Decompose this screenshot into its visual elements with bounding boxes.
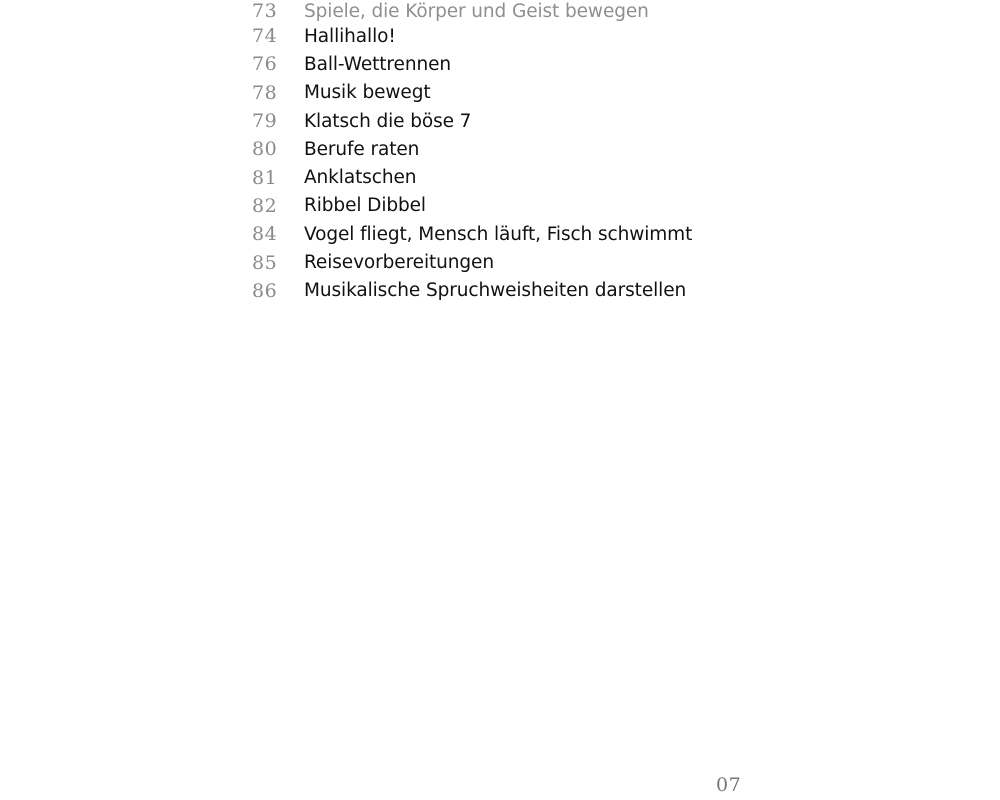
- toc-entry: [252, 163, 772, 191]
- toc-page-number: 80: [252, 138, 278, 161]
- toc-page-number: 74: [252, 25, 278, 48]
- toc-entry: [252, 50, 772, 78]
- toc-section-heading: [252, 0, 772, 22]
- toc-entry-title: Ball-Wettrennen: [304, 53, 451, 75]
- toc-entry-title: Berufe raten: [304, 138, 420, 160]
- toc-page-number: 86: [252, 279, 278, 302]
- toc-entry-title: Anklatschen: [304, 167, 417, 189]
- toc-page-number: 76: [252, 53, 278, 76]
- toc-entry-title: Reisevorbereitungen: [304, 252, 494, 274]
- toc-entry: [252, 135, 772, 163]
- toc-page-number: 85: [252, 251, 278, 274]
- table-of-contents: [252, 0, 772, 305]
- toc-entry: [252, 277, 772, 305]
- toc-entry-title: Vogel fliegt, Mensch läuft, Fisch schwimmt: [304, 223, 693, 245]
- toc-page-number: 81: [252, 166, 278, 189]
- toc-section-title: Spiele, die Körper und Geist bewegen: [304, 0, 649, 22]
- toc-entry: [252, 79, 772, 107]
- toc-page-number: 78: [252, 81, 278, 104]
- toc-entry-title: Klatsch die böse 7: [304, 110, 472, 132]
- toc-page-number: 73: [252, 0, 278, 22]
- toc-entry-title: Ribbel Dibbel: [304, 195, 426, 217]
- toc-entry: [252, 248, 772, 276]
- toc-entry: [252, 192, 772, 220]
- toc-entry: [252, 220, 772, 248]
- toc-entry: [252, 107, 772, 135]
- toc-page-number: 82: [252, 194, 278, 217]
- toc-page-number: 79: [252, 110, 278, 133]
- page-folio: 07: [716, 774, 742, 796]
- toc-entry-title: Hallihallo!: [304, 25, 396, 47]
- toc-entry-title: Musikalische Spruchweisheiten darstellen: [304, 280, 687, 302]
- toc-entry-title: Musik bewegt: [304, 82, 431, 104]
- toc-entry: [252, 22, 772, 50]
- toc-page-number: 84: [252, 223, 278, 246]
